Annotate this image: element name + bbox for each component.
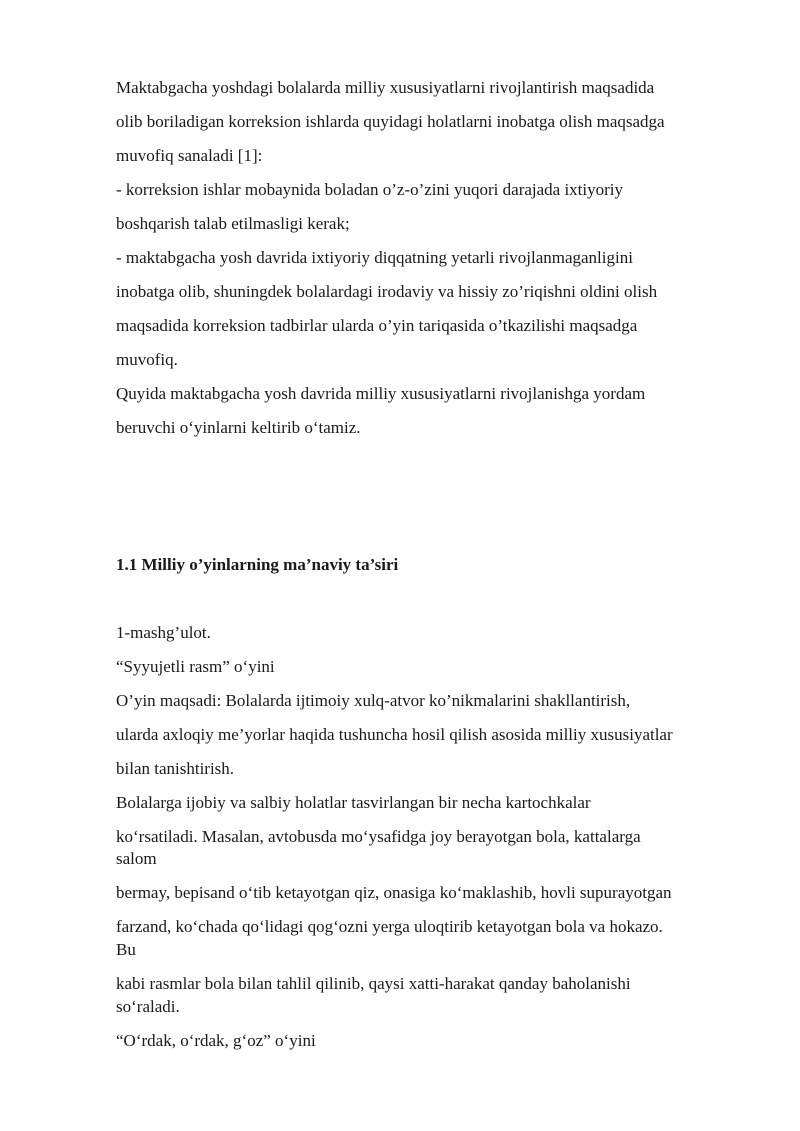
text-line: so‘raladi. [116, 997, 180, 1016]
text-line: olib boriladigan korreksion ishlarda quyidagi holatlarni inobatga olish maqsadga [116, 112, 665, 131]
text-line: Quyida maktabgacha yosh davrida milliy xususiyatlarni rivojlanishga yordam [116, 384, 646, 403]
text-line: bermay, bepisand o‘tib ketayotgan qiz, onasiga ko‘maklashib, hovli supurayotgan [116, 883, 672, 902]
section-heading: 1.1 Milliy o’yinlarning ma’naviy ta’siri [116, 555, 399, 574]
text-line: muvofiq. [116, 350, 178, 369]
text-line: inobatga olib, shuningdek bolalardagi irodaviy va hissiy zo’riqishni oldini olish [116, 282, 658, 301]
text-line: “O‘rdak, o‘rdak, g‘oz” o‘yini [116, 1031, 316, 1050]
text-line: beruvchi o‘yinlarni keltirib o‘tamiz. [116, 418, 361, 437]
text-line: Bu [116, 940, 136, 959]
text-line: ularda axloqiy me’yorlar haqida tushuncha hosil qilish asosida milliy xususiyatlar [116, 725, 673, 744]
text-line: 1-mashg’ulot. [116, 623, 211, 642]
text-line: ko‘rsatiladi. Masalan, avtobusda mo‘ysafidga joy berayotgan bola, kattalarga [116, 827, 641, 846]
text-line: “Syyujetli rasm” o‘yini [116, 657, 275, 676]
text-line: salom [116, 849, 157, 868]
text-line: muvofiq sanaladi [1]: [116, 146, 263, 165]
text-line: Bolalarga ijobiy va salbiy holatlar tasvirlangan bir necha kartochkalar [116, 793, 591, 812]
text-line: maqsadida korreksion tadbirlar ularda o’yin tariqasida o’tkazilishi maqsadga [116, 316, 638, 335]
text-line: bilan tanishtirish. [116, 759, 235, 778]
text-line: O’yin maqsadi: Bolalarda ijtimoiy xulq-atvor ko’nikmalarini shakllantirish, [116, 691, 631, 710]
text-line: kabi rasmlar bola bilan tahlil qilinib, qaysi xatti-harakat qanday baholanishi [116, 974, 631, 993]
text-line: boshqarish talab etilmasligi kerak; [116, 214, 350, 233]
text-line: - korreksion ishlar mobaynida boladan o’z-o’zini yuqori darajada ixtiyoriy [116, 180, 624, 199]
text-line: farzand, ko‘chada qo‘lidagi qog‘ozni yerga uloqtirib ketayotgan bola va hokazo. [116, 917, 663, 936]
text-line: - maktabgacha yosh davrida ixtiyoriy diqqatning yetarli rivojlanmaganligini [116, 248, 633, 267]
text-line: Maktabgacha yoshdagi bolalarda milliy xususiyatlarni rivojlantirish maqsadida [116, 78, 655, 97]
